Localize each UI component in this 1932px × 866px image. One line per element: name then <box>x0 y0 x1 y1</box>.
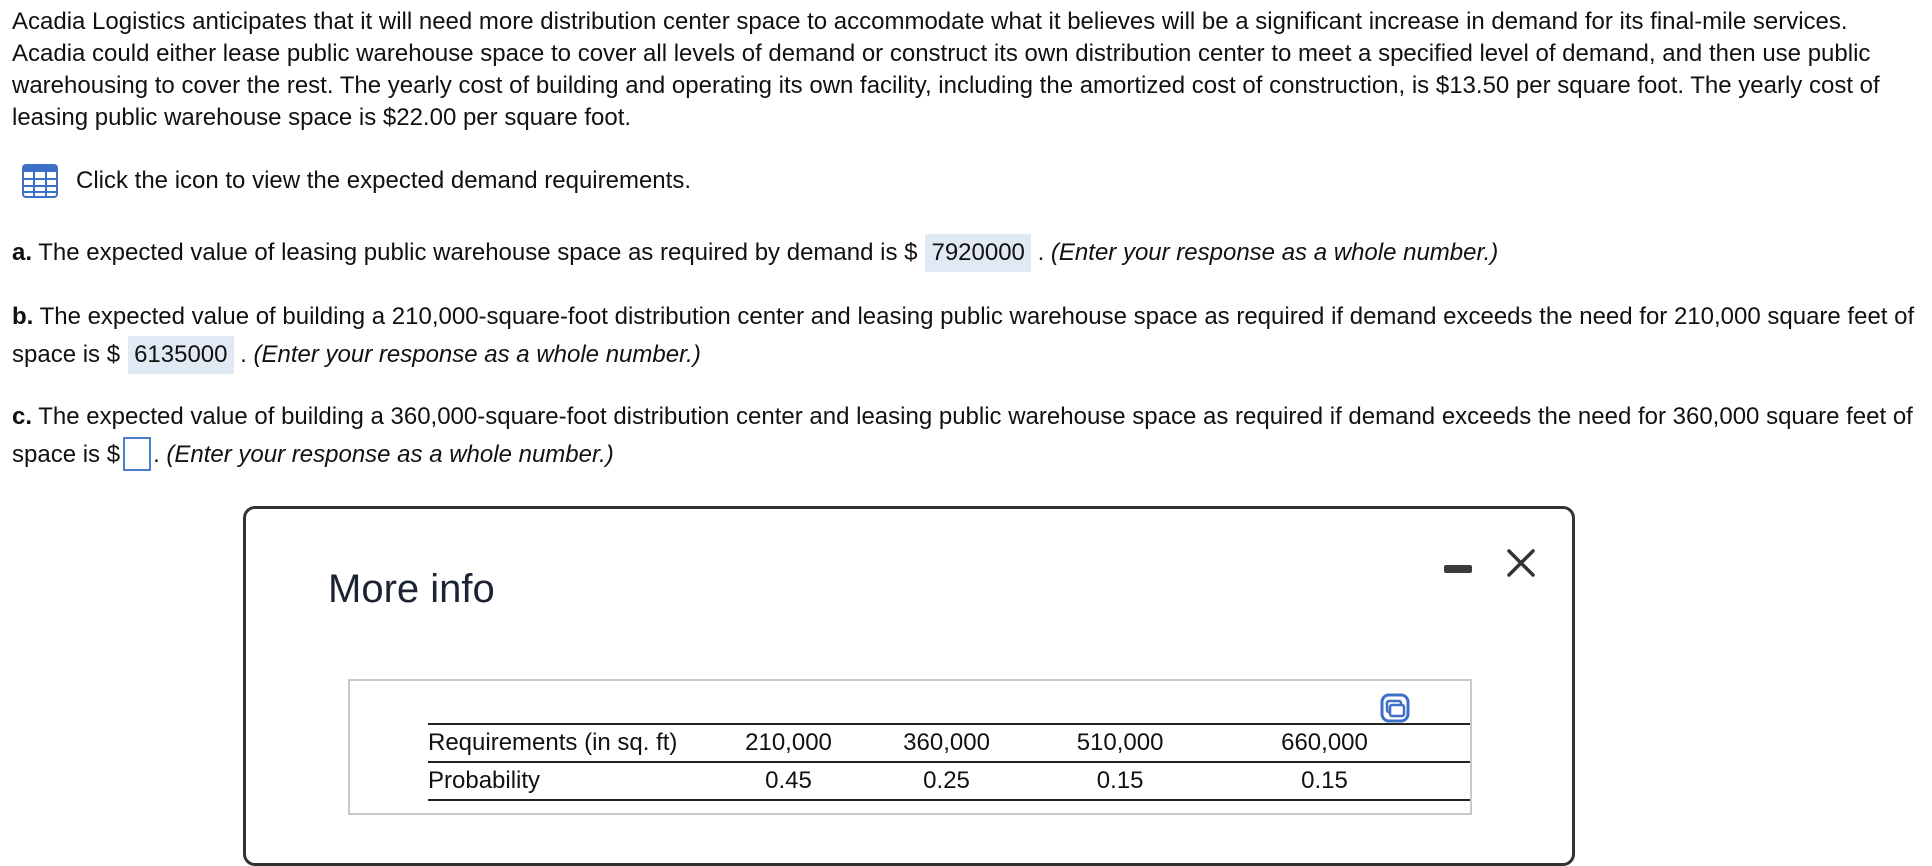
demand-link-label: Click the icon to view the expected demand requirements. <box>76 167 691 194</box>
answer-a-field[interactable]: 7920000 <box>925 234 1030 272</box>
table-row <box>428 762 1470 800</box>
question-a-hint: (Enter your response as a whole number.) <box>1050 239 1499 266</box>
answer-c-input[interactable] <box>123 437 151 471</box>
close-icon <box>1501 543 1541 583</box>
table-cell: 0.15 <box>1179 762 1470 800</box>
table-cell: 0.25 <box>832 762 1061 800</box>
more-info-dialog <box>243 506 1575 866</box>
problem-statement: Acadia Logistics anticipates that it will need more distribution center space to accommodate what it believes will be a significant increase in demand for its final-mile services. Acadia could either lease public warehouse space to cover all levels of demand or construct its own distribution center to meet a specified level of demand, and then use public warehousing to cover the rest. The yearly cost of building and operating its own facility, including the amortized cost of construction, is $13.50 per square foot. The yearly cost of leasing public warehouse space is $22.00 per square foot. <box>12 8 1880 131</box>
question-b-letter: b. <box>12 303 34 330</box>
question-page <box>12 6 1917 474</box>
question-c-letter: c. <box>12 403 33 430</box>
question-a <box>12 234 1917 272</box>
question-b-text: The expected value of building a 210,000-square-foot distribution center and leasing public warehouse space as required if demand exceeds the need for 210,000 square feet of space is $ <box>12 303 1915 368</box>
minimize-icon <box>1444 565 1472 573</box>
table-cell: 0.15 <box>1061 762 1179 800</box>
table-cell: 360,000 <box>832 724 1061 762</box>
question-c-period: . <box>153 441 160 468</box>
copy-icon[interactable] <box>1380 693 1410 723</box>
table-cell: 0.45 <box>745 762 832 800</box>
close-button[interactable] <box>1501 543 1541 583</box>
question-a-text: The expected value of leasing public warehouse space as required by demand is $ <box>38 239 918 266</box>
question-b-hint: (Enter your response as a whole number.) <box>253 341 701 368</box>
table-cell: 210,000 <box>745 724 832 762</box>
table-row <box>428 724 1470 762</box>
demand-requirements-link[interactable] <box>12 164 1917 198</box>
question-c-hint: (Enter your response as a whole number.) <box>166 441 614 468</box>
dialog-title: More info <box>328 567 495 611</box>
question-c-text: The expected value of building a 360,000-square-foot distribution center and leasing public warehouse space as required if demand exceeds the need for 360,000 square feet of space is $ <box>12 403 1913 468</box>
demand-table-container <box>348 679 1472 815</box>
question-b-period: . <box>240 341 247 368</box>
question-a-letter: a. <box>12 239 33 266</box>
question-c <box>12 398 1917 474</box>
minimize-button[interactable] <box>1441 551 1475 581</box>
table-cell: 510,000 <box>1061 724 1179 762</box>
table-row-label: Probability <box>428 762 745 800</box>
table-row-label: Requirements (in sq. ft) <box>428 724 745 762</box>
question-b <box>12 298 1917 374</box>
table-cell: 660,000 <box>1179 724 1470 762</box>
demand-table <box>428 723 1470 801</box>
table-icon[interactable] <box>22 164 58 198</box>
question-a-period: . <box>1037 239 1045 266</box>
answer-b-field[interactable]: 6135000 <box>128 336 233 374</box>
